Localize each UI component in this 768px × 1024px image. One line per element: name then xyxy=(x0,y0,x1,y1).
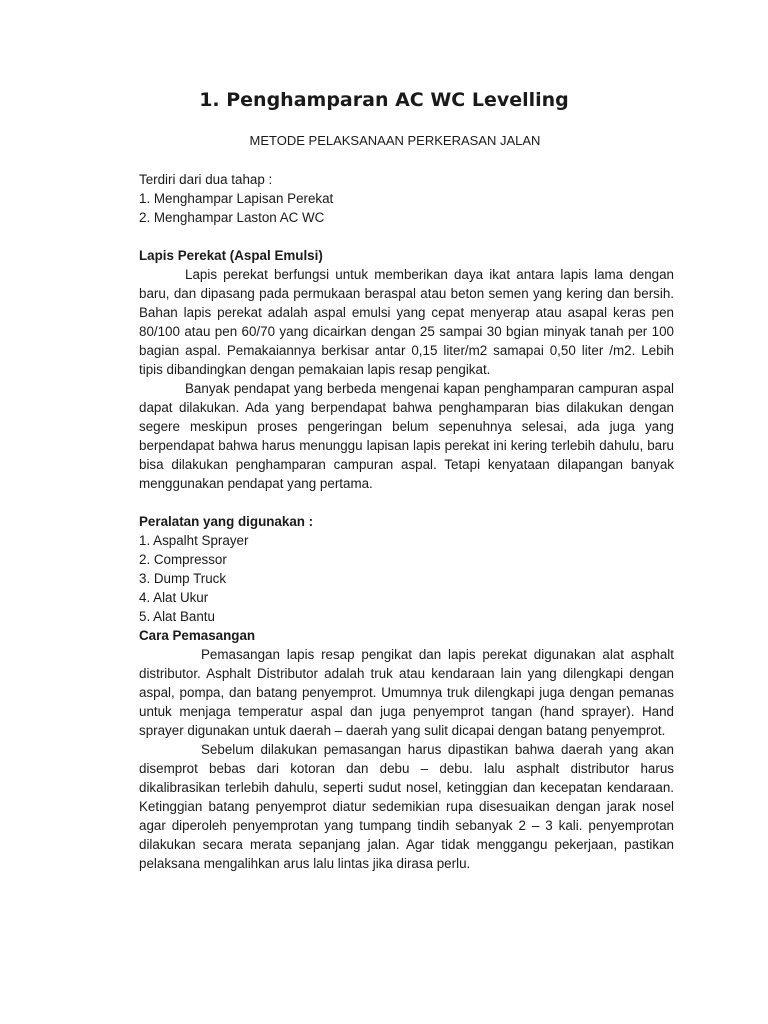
section-heading-peralatan: Peralatan yang digunakan : xyxy=(139,514,314,529)
paragraph-lapis-2: Banyak pendapat yang berbeda mengenai kapan penghamparan campuran aspal dapat dilakukan. Ada yang berpendapat bahwa penghamparan bias dilakukan dengan segere meskipun proses pengeringan belum sepenuhnya selesai, ada juga yang berpendapat bahwa harus menunggu lapisan lapis perekat ini kering terlebih dahulu, baru bisa dilakukan penghamparan campuran aspal. Tetapi kenyataan dilapangan banyak menggunakan pendapat yang pertama. xyxy=(139,381,674,491)
document-title: 1. Penghamparan AC WC Levelling xyxy=(199,89,569,111)
document-body xyxy=(139,170,674,873)
intro-step-2: 2. Menghampar Laston AC WC xyxy=(139,210,325,225)
section-heading-cara-pemasangan: Cara Pemasangan xyxy=(139,628,256,643)
spacer xyxy=(139,227,674,246)
spacer xyxy=(139,493,674,512)
list-item-peralatan-2: 2. Compressor xyxy=(139,552,227,567)
paragraph-cara-1: Pemasangan lapis resap pengikat dan lapis perekat digunakan alat asphalt distributor. Asphalt Distributor adalah truk atau kendaraan lain yang dilengkapi dengan aspal, pompa, dan batang penyemprot. Umumnya truk dilengkapi juga dengan pemanas untuk menjaga temperatur aspal dan juga penyemprot tangan (hand sprayer). Hand sprayer digunakan untuk daerah – daerah yang sulit dicapai dengan batang penyemprot. xyxy=(139,647,674,738)
list-item-peralatan-1: 1. Aspalht Sprayer xyxy=(139,533,249,548)
intro-lead: Terdiri dari dua tahap : xyxy=(139,172,273,187)
paragraph-cara-2: Sebelum dilakukan pemasangan harus dipastikan bahwa daerah yang akan disemprot bebas dari kotoran dan debu – debu. lalu asphalt distributor harus dikalibrasikan terlebih dahulu, seperti sudut nosel, ketinggian dan kecepatan kendaraan. Ketinggian batang penyemprot diatur sedemikian rupa disesuaikan dengan jarak nosel agar diperoleh penyemprotan yang tumpang tindih sebanyak 2 – 3 kali. penyemprotan dilakukan secara merata sepanjang jalan. Agar tidak menggangu pekerjaan, pastikan pelaksana mengalihkan arus lalu lintas jika dirasa perlu. xyxy=(139,742,674,871)
list-item-peralatan-4: 4. Alat Ukur xyxy=(139,590,209,605)
list-item-peralatan-3: 3. Dump Truck xyxy=(139,571,227,586)
section-heading-lapis-perekat: Lapis Perekat (Aspal Emulsi) xyxy=(139,248,323,263)
list-item-peralatan-5: 5. Alat Bantu xyxy=(139,609,215,624)
paragraph-lapis-1: Lapis perekat berfungsi untuk memberikan daya ikat antara lapis lama dengan baru, dan dipasang pada permukaan beraspal atau beton semen yang kering dan bersih. Bahan lapis perekat adalah aspal emulsi yang cepat menyerap atau asapal keras pen 80/100 atau pen 60/70 yang dicairkan dengan 25 sampai 30 bgian minyak tanah per 100 bagian aspal. Pemakaiannya berkisar antar 0,15 liter/m2 samapai 0,50 liter /m2. Lebih tipis dibandingkan dengan pemakaian lapis resap pengikat. xyxy=(139,267,674,377)
document-subtitle: METODE PELAKSANAAN PERKERASAN JALAN xyxy=(249,133,541,148)
intro-step-1: 1. Menghampar Lapisan Perekat xyxy=(139,191,334,206)
